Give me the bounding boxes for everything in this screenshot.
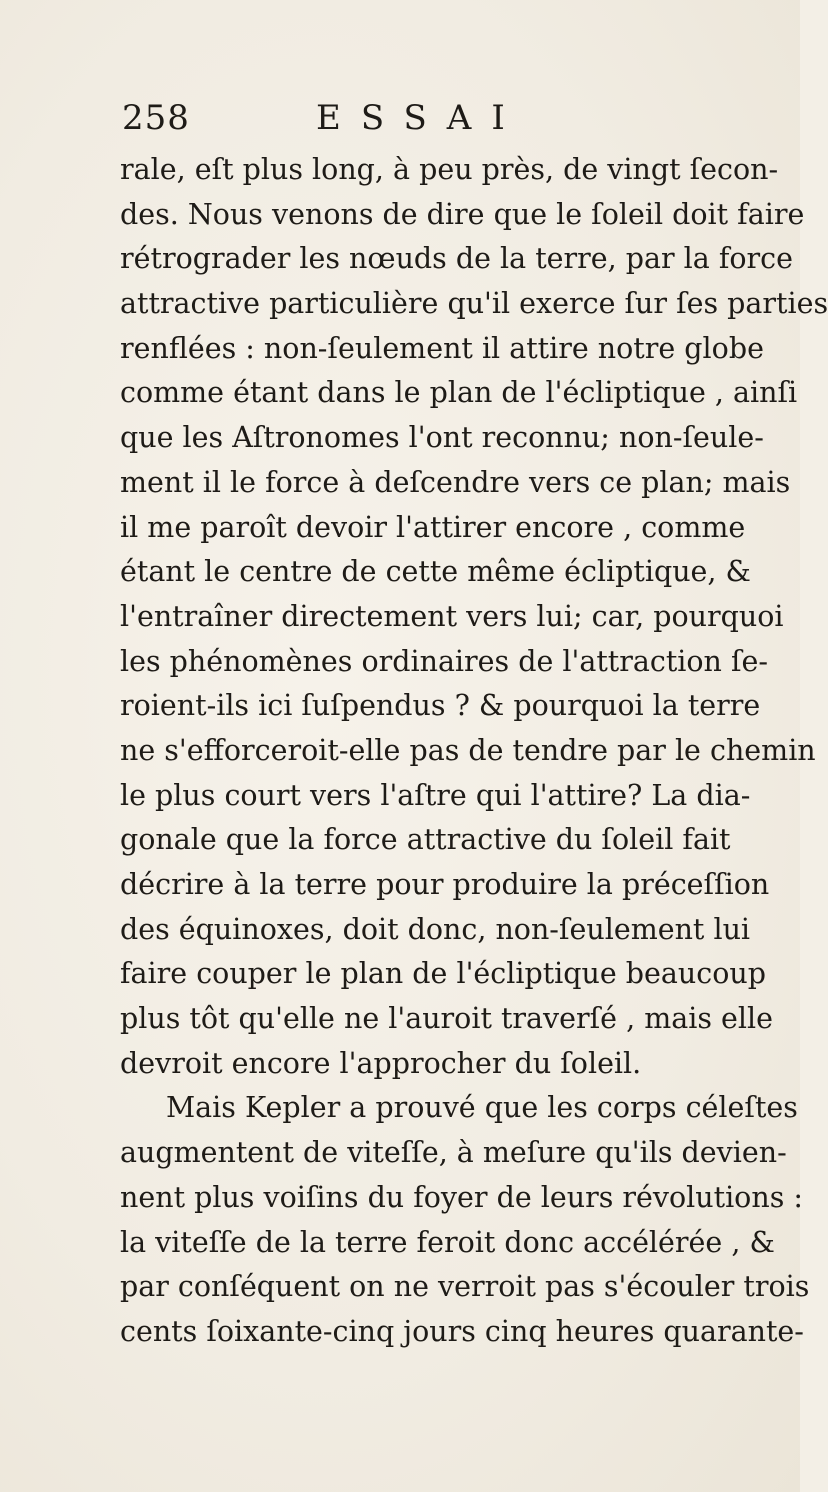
text-line: Mais Kepler a prouvé que les corps céleſtes	[166, 1091, 798, 1125]
text-line: gonale que la force attractive du ſoleil fait	[120, 823, 731, 857]
text-line: augmentent de viteſſe, à meſure qu'ils devien-	[120, 1136, 787, 1170]
text-line: faire couper le plan de l'écliptique beaucoup	[120, 957, 766, 991]
text-line: cents ſoixante-cinq jours cinq heures quarante-	[120, 1314, 804, 1348]
text-line: rétrograder les nœuds de la terre, par la force	[120, 242, 793, 276]
body-text	[120, 148, 828, 1355]
text-line: roient-ils ici ſuſpendus ? & pourquoi la terre	[120, 689, 761, 723]
text-line: nent plus voiſins du foyer de leurs révolutions :	[120, 1180, 803, 1214]
page-header	[122, 98, 722, 148]
text-line: des équinoxes, doit donc, non-ſeulement lui	[120, 912, 751, 946]
text-line: l'entraîner directement vers lui; car, pourquoi	[120, 599, 784, 633]
text-line: des. Nous venons de dire que le ſoleil doit faire	[120, 197, 805, 231]
text-line: attractive particulière qu'il exerce ſur ſes parties	[120, 287, 828, 321]
text-line: que les Aſtronomes l'ont reconnu; non-ſeule-	[120, 421, 764, 455]
text-line: comme étant dans le plan de l'écliptique , ainſi	[120, 376, 798, 410]
text-line: devroit encore l'approcher du ſoleil.	[120, 1046, 642, 1080]
text-line: il me paroît devoir l'attirer encore , comme	[120, 510, 746, 544]
running-title: ESSAI	[316, 98, 525, 138]
text-line: ne s'efforceroit-elle pas de tendre par le chemin	[120, 733, 816, 767]
text-line: la viteſſe de la terre feroit donc accélérée , &	[120, 1225, 775, 1259]
text-line: le plus court vers l'aſtre qui l'attire? La dia-	[120, 778, 751, 812]
text-line: ment il le force à deſcendre vers ce plan; mais	[120, 465, 791, 499]
text-line: plus tôt qu'elle ne l'auroit traverſé , mais elle	[120, 1002, 773, 1036]
page-number: 258	[122, 98, 190, 138]
text-line: par conſéquent on ne verroit pas s'écouler trois	[120, 1270, 810, 1304]
text-line: rale, eſt plus long, à peu près, de vingt ſecon-	[120, 153, 779, 186]
text-line: renflées : non-ſeulement il attire notre globe	[120, 331, 764, 365]
text-line: décrire à la terre pour produire la préceſſion	[120, 868, 770, 901]
text-line: étant le centre de cette même écliptique, &	[120, 555, 751, 589]
text-line: les phénomènes ordinaires de l'attraction ſe-	[120, 644, 768, 678]
